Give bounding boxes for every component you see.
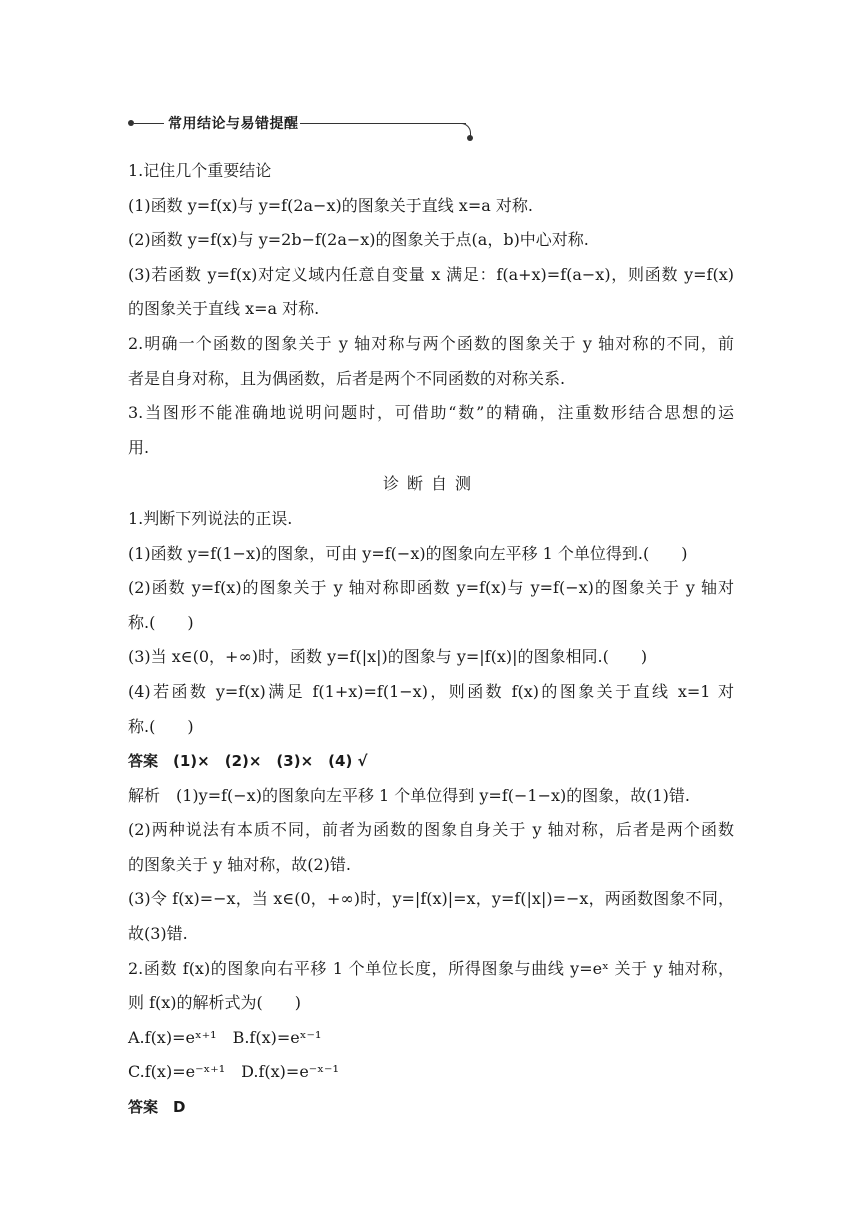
section-title: 常用结论与易错提醒 [168,116,299,132]
section-heading: 诊断自测 [382,474,479,494]
text-line: (1)函数 y=f(x)与 y=f(2a−x)的图象关于直线 x=a 对称. [128,195,533,215]
text-line: 称.( ) [128,716,194,736]
text-line: (3)若函数 y=f(x)对定义域内任意自变量 x 满足：f(a+x)=f(a−x)，则函数 y=f(x) [128,264,734,284]
text-line: 1.判断下列说法的正误. [128,508,293,528]
analysis-line: 解析 (1)y=f(−x)的图象向左平移 1 个单位得到 y=f(−1−x)的图象，故(1)错. [128,785,691,805]
text-line: 2.函数 f(x)的图象向右平移 1 个单位长度，所得图象与曲线 y=eˣ 关于 y 轴对称， [128,958,734,978]
text-line: 3.当图形不能准确地说明问题时，可借助“数”的精确，注重数形结合思想的运 [128,403,734,423]
option-line: A.f(x)=eˣ⁺¹ B.f(x)=eˣ⁻¹ [128,1027,322,1047]
header-dot-right [467,135,473,141]
text-line: 的图象关于直线 x=a 对称. [128,299,320,319]
text-line: 用. [128,437,150,457]
page [128,108,734,1125]
text-line: 则 f(x)的解析式为( ) [128,993,302,1013]
body-text [128,154,734,1125]
answer-line: 答案 (1)× (2)× (3)× (4) √ [128,752,368,771]
header-rule-left [134,123,164,124]
text-line: 的图象关于 y 轴对称，故(2)错. [128,854,351,874]
text-line: (1)函数 y=f(1−x)的图象，可由 y=f(−x)的图象向左平移 1 个单位得到.( ) [128,543,688,563]
text-line: (3)当 x∈(0，+∞)时，函数 y=f(|x|)的图象与 y=|f(x)|的图象相同.( ) [128,647,648,667]
text-line: 者是自身对称，且为偶函数，后者是两个不同函数的对称关系. [128,368,566,388]
text-line: 故(3)错. [128,924,188,944]
header-rule-right [300,123,466,124]
text-line: 称.( ) [128,612,194,632]
text-line: 2.明确一个函数的图象关于 y 轴对称与两个函数的图象关于 y 轴对称的不同，前 [128,333,734,353]
text-line: (2)函数 y=f(x)的图象关于 y 轴对称即函数 y=f(x)与 y=f(−x)的图象关于 y 轴对 [128,578,734,598]
text-line: 1.记住几个重要结论 [128,161,272,180]
text-line: (3)令 f(x)=−x，当 x∈(0，+∞)时，y=|f(x)|=x，y=f(|x|)=−x，两函数图象不同， [128,889,734,909]
section-header [128,108,734,144]
text-line: (2)函数 y=f(x)与 y=2b−f(2a−x)的图象关于点(a，b)中心对称. [128,230,589,250]
text-line: (2)两种说法有本质不同，前者为函数的图象自身关于 y 轴对称，后者是两个函数 [128,820,734,840]
answer-line: 答案 D [128,1098,186,1117]
option-line: C.f(x)=e⁻ˣ⁺¹ D.f(x)=e⁻ˣ⁻¹ [128,1062,339,1082]
text-line: (4)若函数 y=f(x)满足 f(1+x)=f(1−x)，则函数 f(x)的图象关于直线 x=1 对 [128,681,734,701]
